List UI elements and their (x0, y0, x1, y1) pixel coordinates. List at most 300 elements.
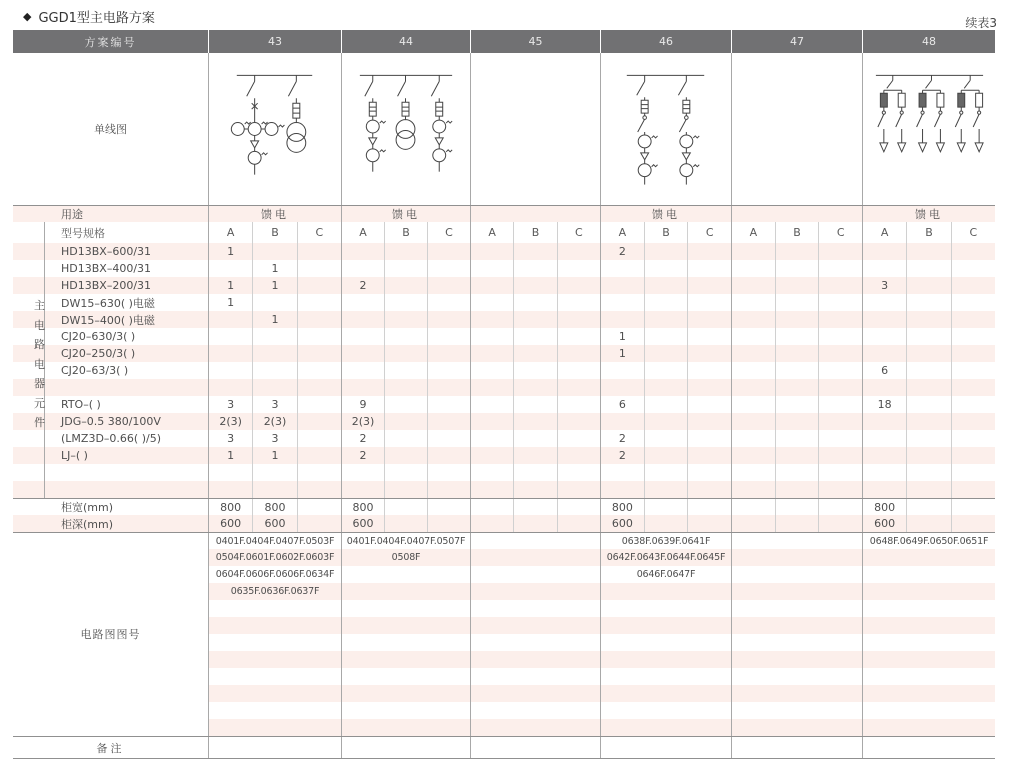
cabinet-width-row (13, 498, 995, 515)
column-43 (208, 430, 341, 447)
value-cell (427, 379, 470, 396)
value-cell (732, 311, 775, 328)
diagram-number-cell (862, 617, 995, 634)
value-cell (775, 328, 819, 345)
value-cell (252, 362, 296, 379)
value-cell (209, 379, 252, 396)
column-46 (600, 345, 731, 362)
value-cell (951, 260, 995, 277)
column-47 (731, 396, 862, 413)
value-cell (906, 396, 950, 413)
diagram-number-cell (470, 668, 600, 685)
value-cell: 3 (227, 398, 235, 411)
value-cell: 6 (618, 398, 626, 411)
value-cell (775, 243, 819, 260)
component-row (13, 430, 995, 447)
value-cell (687, 294, 731, 311)
value-cell: 2(3) (252, 413, 296, 430)
value-cell (557, 464, 600, 481)
column-45 (470, 515, 600, 532)
diagram-number-cell (600, 651, 731, 668)
column-47 (731, 328, 862, 345)
column-46 (600, 311, 731, 328)
diagram-number-cell (731, 583, 862, 600)
value-cell (644, 396, 688, 413)
continuation-label: 续表3 (965, 16, 997, 30)
component-label: CJ20–250/3( ) (61, 347, 136, 360)
value-cell (863, 481, 906, 498)
value-cell (818, 464, 862, 481)
value-cell (863, 260, 906, 277)
component-row (13, 362, 995, 379)
value-cell (644, 362, 688, 379)
value-cell (297, 277, 341, 294)
value-cell: A (618, 226, 627, 239)
diagram-number-cell: 0638F.0639F.0641F (600, 533, 731, 549)
value-cell (384, 413, 427, 430)
diagram-number-cell (731, 566, 862, 583)
value-cell (775, 447, 819, 464)
value-cell (644, 345, 688, 362)
value-cell (951, 277, 995, 294)
single-line-diagram-48 (862, 53, 995, 205)
usage-value-44: 馈电 (341, 206, 470, 222)
diagram-number-cell (600, 617, 731, 634)
column-44 (341, 345, 470, 362)
remark-row (13, 736, 995, 758)
value-cell (951, 311, 995, 328)
diagram-number-cell (470, 685, 600, 702)
value-cell (342, 311, 384, 328)
diagram-number-cell (341, 651, 470, 668)
value-cell (732, 243, 775, 260)
diagram-number-cell (862, 651, 995, 668)
component-label: DW15–400( )电磁 (61, 313, 155, 327)
diagram-number-cell (862, 566, 995, 583)
value-cell (209, 345, 252, 362)
value-cell (906, 260, 950, 277)
diagram-number-cell (600, 719, 731, 736)
value-cell (732, 413, 775, 430)
value-cell (687, 396, 731, 413)
value-cell (513, 464, 556, 481)
value-cell (427, 243, 470, 260)
value-cell: B (644, 222, 688, 243)
value-cell: 2 (618, 449, 626, 462)
column-48 (862, 379, 995, 396)
column-45 (470, 328, 600, 345)
value-cell (427, 481, 470, 498)
value-cell (732, 362, 775, 379)
value-cell (297, 328, 341, 345)
value-cell (644, 260, 688, 277)
value-cell (427, 311, 470, 328)
value-cell (951, 430, 995, 447)
column-43 (208, 499, 341, 515)
value-cell (687, 481, 731, 498)
component-row (13, 243, 995, 260)
value-cell (252, 294, 296, 311)
value-cell (687, 499, 731, 515)
value-cell (209, 464, 252, 481)
value-cell (818, 243, 862, 260)
diagram-number-cell (208, 617, 341, 634)
value-cell: 800 (252, 499, 296, 515)
value-cell: 800 (611, 500, 633, 514)
value-cell (951, 396, 995, 413)
value-cell: 600 (220, 517, 242, 530)
value-cell (471, 379, 513, 396)
column-47 (731, 222, 862, 243)
value-cell (732, 277, 775, 294)
column-46 (600, 294, 731, 311)
column-44 (341, 499, 470, 515)
single-line-diagram-label: 单线图 (94, 123, 127, 136)
column-48 (862, 260, 995, 277)
column-47 (731, 311, 862, 328)
value-cell (557, 294, 600, 311)
value-cell: 18 (877, 398, 892, 411)
value-cell (818, 345, 862, 362)
diagram-number-cell (341, 617, 470, 634)
column-44 (341, 328, 470, 345)
value-cell (775, 430, 819, 447)
remark-value-46 (600, 737, 731, 758)
side-label-char: 路 (34, 338, 45, 351)
value-cell (775, 362, 819, 379)
column-48 (862, 362, 995, 379)
value-cell (384, 362, 427, 379)
remark-value-48 (862, 737, 995, 758)
value-cell (687, 328, 731, 345)
column-43 (208, 413, 341, 430)
column-48 (862, 499, 995, 515)
diagram-number-cell (862, 719, 995, 736)
value-cell: C (818, 222, 862, 243)
diagram-number-cell (470, 634, 600, 651)
value-cell (601, 260, 644, 277)
column-45 (470, 311, 600, 328)
value-cell (384, 294, 427, 311)
value-cell (732, 447, 775, 464)
value-cell (906, 413, 950, 430)
value-cell (384, 379, 427, 396)
value-cell (732, 294, 775, 311)
component-label: JDG–0.5 380/100V (61, 415, 161, 428)
component-label: CJ20–63/3( ) (61, 364, 129, 377)
diagram-number-cell: 0604F.0606F.0606F.0634F (208, 566, 341, 583)
component-label: DW15–630( )电磁 (61, 296, 155, 310)
value-cell: 600 (874, 517, 896, 530)
column-44 (341, 222, 470, 243)
value-cell (951, 345, 995, 362)
diagram-number-cell (470, 566, 600, 583)
diagram-number-cell (341, 583, 470, 600)
value-cell (209, 328, 252, 345)
value-cell: A (749, 226, 758, 239)
column-47 (731, 277, 862, 294)
diagram-number-cell (731, 685, 862, 702)
value-cell (557, 345, 600, 362)
column-45 (470, 447, 600, 464)
value-cell: A (880, 226, 889, 239)
value-cell (471, 396, 513, 413)
diagram-number-cell (208, 651, 341, 668)
column-47 (731, 413, 862, 430)
value-cell (863, 294, 906, 311)
diagram-number-cell (341, 685, 470, 702)
value-cell (297, 379, 341, 396)
diagram-number-cell (208, 600, 341, 617)
value-cell (209, 362, 252, 379)
diagram-number-cell (731, 549, 862, 566)
column-47 (731, 515, 862, 532)
value-cell (951, 413, 995, 430)
value-cell (906, 499, 950, 515)
value-cell (427, 345, 470, 362)
value-cell (732, 464, 775, 481)
diagram-number-cell (731, 533, 862, 549)
value-cell (342, 260, 384, 277)
value-cell: 1 (227, 449, 235, 462)
value-cell (252, 328, 296, 345)
value-cell: 3 (881, 279, 889, 292)
value-cell: B (775, 222, 819, 243)
value-cell (513, 447, 556, 464)
column-43 (208, 294, 341, 311)
diagram-number-cell (341, 668, 470, 685)
column-47 (731, 243, 862, 260)
value-cell (775, 311, 819, 328)
remark-value-44 (341, 737, 470, 758)
column-43 (208, 362, 341, 379)
column-43 (208, 260, 341, 277)
value-cell (209, 311, 252, 328)
cabinet-depth-label: 柜深(mm) (61, 517, 114, 531)
value-cell (427, 464, 470, 481)
remark-value-45 (470, 737, 600, 758)
column-48 (862, 515, 995, 532)
value-cell (906, 345, 950, 362)
value-cell (644, 515, 688, 532)
value-cell (557, 499, 600, 515)
diagram-number-cell (600, 685, 731, 702)
component-label: HD13BX–400/31 (61, 262, 152, 275)
column-48 (862, 345, 995, 362)
value-cell: B (384, 222, 427, 243)
value-cell (906, 311, 950, 328)
value-cell (557, 481, 600, 498)
diagram-number-cell (600, 702, 731, 719)
value-cell (427, 515, 470, 532)
value-cell (906, 362, 950, 379)
diagram-number-cell: 0401F.0404F.0407F.0503F (208, 533, 341, 549)
value-cell (384, 311, 427, 328)
value-cell (513, 311, 556, 328)
value-cell (906, 430, 950, 447)
diagram-number-cell (731, 617, 862, 634)
column-44 (341, 260, 470, 277)
column-46 (600, 243, 731, 260)
value-cell (818, 499, 862, 515)
value-cell (471, 430, 513, 447)
column-45 (470, 379, 600, 396)
value-cell (252, 243, 296, 260)
column-45 (470, 430, 600, 447)
value-cell (384, 243, 427, 260)
value-cell (471, 260, 513, 277)
value-cell (863, 345, 906, 362)
column-48 (862, 294, 995, 311)
value-cell (687, 379, 731, 396)
column-48 (862, 430, 995, 447)
value-cell (471, 481, 513, 498)
column-44 (341, 430, 470, 447)
value-cell (297, 362, 341, 379)
value-cell (471, 277, 513, 294)
column-44 (341, 413, 470, 430)
value-cell (906, 447, 950, 464)
diagram-number-cell (731, 634, 862, 651)
circuit-diagram-number-label: 电路图图号 (80, 628, 141, 641)
component-row (13, 481, 995, 498)
component-label (13, 464, 208, 481)
column-45 (470, 481, 600, 498)
column-47 (731, 447, 862, 464)
column-48 (862, 311, 995, 328)
value-cell (384, 277, 427, 294)
value-cell (687, 515, 731, 532)
value-cell (775, 396, 819, 413)
column-43 (208, 328, 341, 345)
column-45 (470, 260, 600, 277)
single-line-diagram-47-empty (731, 53, 862, 205)
value-cell: 3 (252, 396, 296, 413)
diagram-number-cell (731, 702, 862, 719)
value-cell (775, 260, 819, 277)
value-cell (687, 311, 731, 328)
value-cell (513, 379, 556, 396)
value-cell: B (906, 222, 950, 243)
value-cell (471, 328, 513, 345)
value-cell (427, 328, 470, 345)
value-cell (384, 515, 427, 532)
diagram-number-cell (600, 634, 731, 651)
value-cell: C (427, 222, 470, 243)
value-cell (818, 294, 862, 311)
value-cell (427, 430, 470, 447)
value-cell: C (557, 222, 600, 243)
column-45 (470, 464, 600, 481)
value-cell (297, 430, 341, 447)
header-scheme-44: 44 (341, 30, 470, 53)
component-row (13, 260, 995, 277)
value-cell (818, 362, 862, 379)
usage-row (13, 205, 995, 222)
value-cell (601, 277, 644, 294)
value-cell (252, 464, 296, 481)
column-48 (862, 243, 995, 260)
value-cell (384, 345, 427, 362)
usage-value-46: 馈电 (600, 206, 731, 222)
column-43 (208, 243, 341, 260)
column-45 (470, 222, 600, 243)
value-cell (906, 243, 950, 260)
value-cell (601, 413, 644, 430)
diagram-number-cell (341, 719, 470, 736)
value-cell (557, 515, 600, 532)
component-label: HD13BX–200/31 (61, 279, 152, 292)
side-label-main-circuit-components (33, 296, 46, 433)
value-cell (297, 413, 341, 430)
value-cell (513, 328, 556, 345)
diagram-number-cell (341, 702, 470, 719)
value-cell (863, 413, 906, 430)
side-label-char: 电 (34, 357, 45, 371)
column-45 (470, 396, 600, 413)
header-scheme-45: 45 (470, 30, 600, 53)
value-cell (863, 447, 906, 464)
value-cell (644, 328, 688, 345)
column-44 (341, 362, 470, 379)
cabinet-width-label: 柜宽(mm) (61, 501, 114, 514)
header-scheme-48: 48 (862, 30, 995, 53)
column-45 (470, 345, 600, 362)
column-44 (341, 396, 470, 413)
side-label-char: 元 (34, 396, 45, 410)
value-cell (601, 311, 644, 328)
value-cell (384, 481, 427, 498)
value-cell (342, 379, 384, 396)
value-cell: 2 (359, 432, 367, 445)
column-44 (341, 447, 470, 464)
value-cell (513, 413, 556, 430)
single-line-diagram-45-empty (470, 53, 600, 205)
value-cell (818, 328, 862, 345)
column-46 (600, 222, 731, 243)
page-title-row (23, 7, 155, 26)
value-cell (818, 430, 862, 447)
component-label: CJ20–630/3( ) (61, 330, 136, 343)
value-cell (384, 260, 427, 277)
value-cell (906, 277, 950, 294)
value-cell (427, 294, 470, 311)
column-47 (731, 499, 862, 515)
value-cell (732, 481, 775, 498)
diagram-number-cell (341, 566, 470, 583)
value-cell (818, 481, 862, 498)
diagram-number-cell (470, 651, 600, 668)
remark-value-43 (208, 737, 341, 758)
remark-label: 备注 (96, 741, 125, 755)
value-cell (342, 294, 384, 311)
value-cell (818, 260, 862, 277)
column-48 (862, 222, 995, 243)
column-44 (341, 481, 470, 498)
table-header-row (13, 30, 995, 53)
value-cell (687, 447, 731, 464)
value-cell (471, 345, 513, 362)
component-row (13, 345, 995, 362)
value-cell (732, 515, 775, 532)
diagram-number-cell (862, 549, 995, 566)
value-cell (775, 481, 819, 498)
value-cell (644, 243, 688, 260)
column-48 (862, 277, 995, 294)
value-cell: 2 (359, 449, 367, 462)
column-46 (600, 481, 731, 498)
component-row (13, 328, 995, 345)
